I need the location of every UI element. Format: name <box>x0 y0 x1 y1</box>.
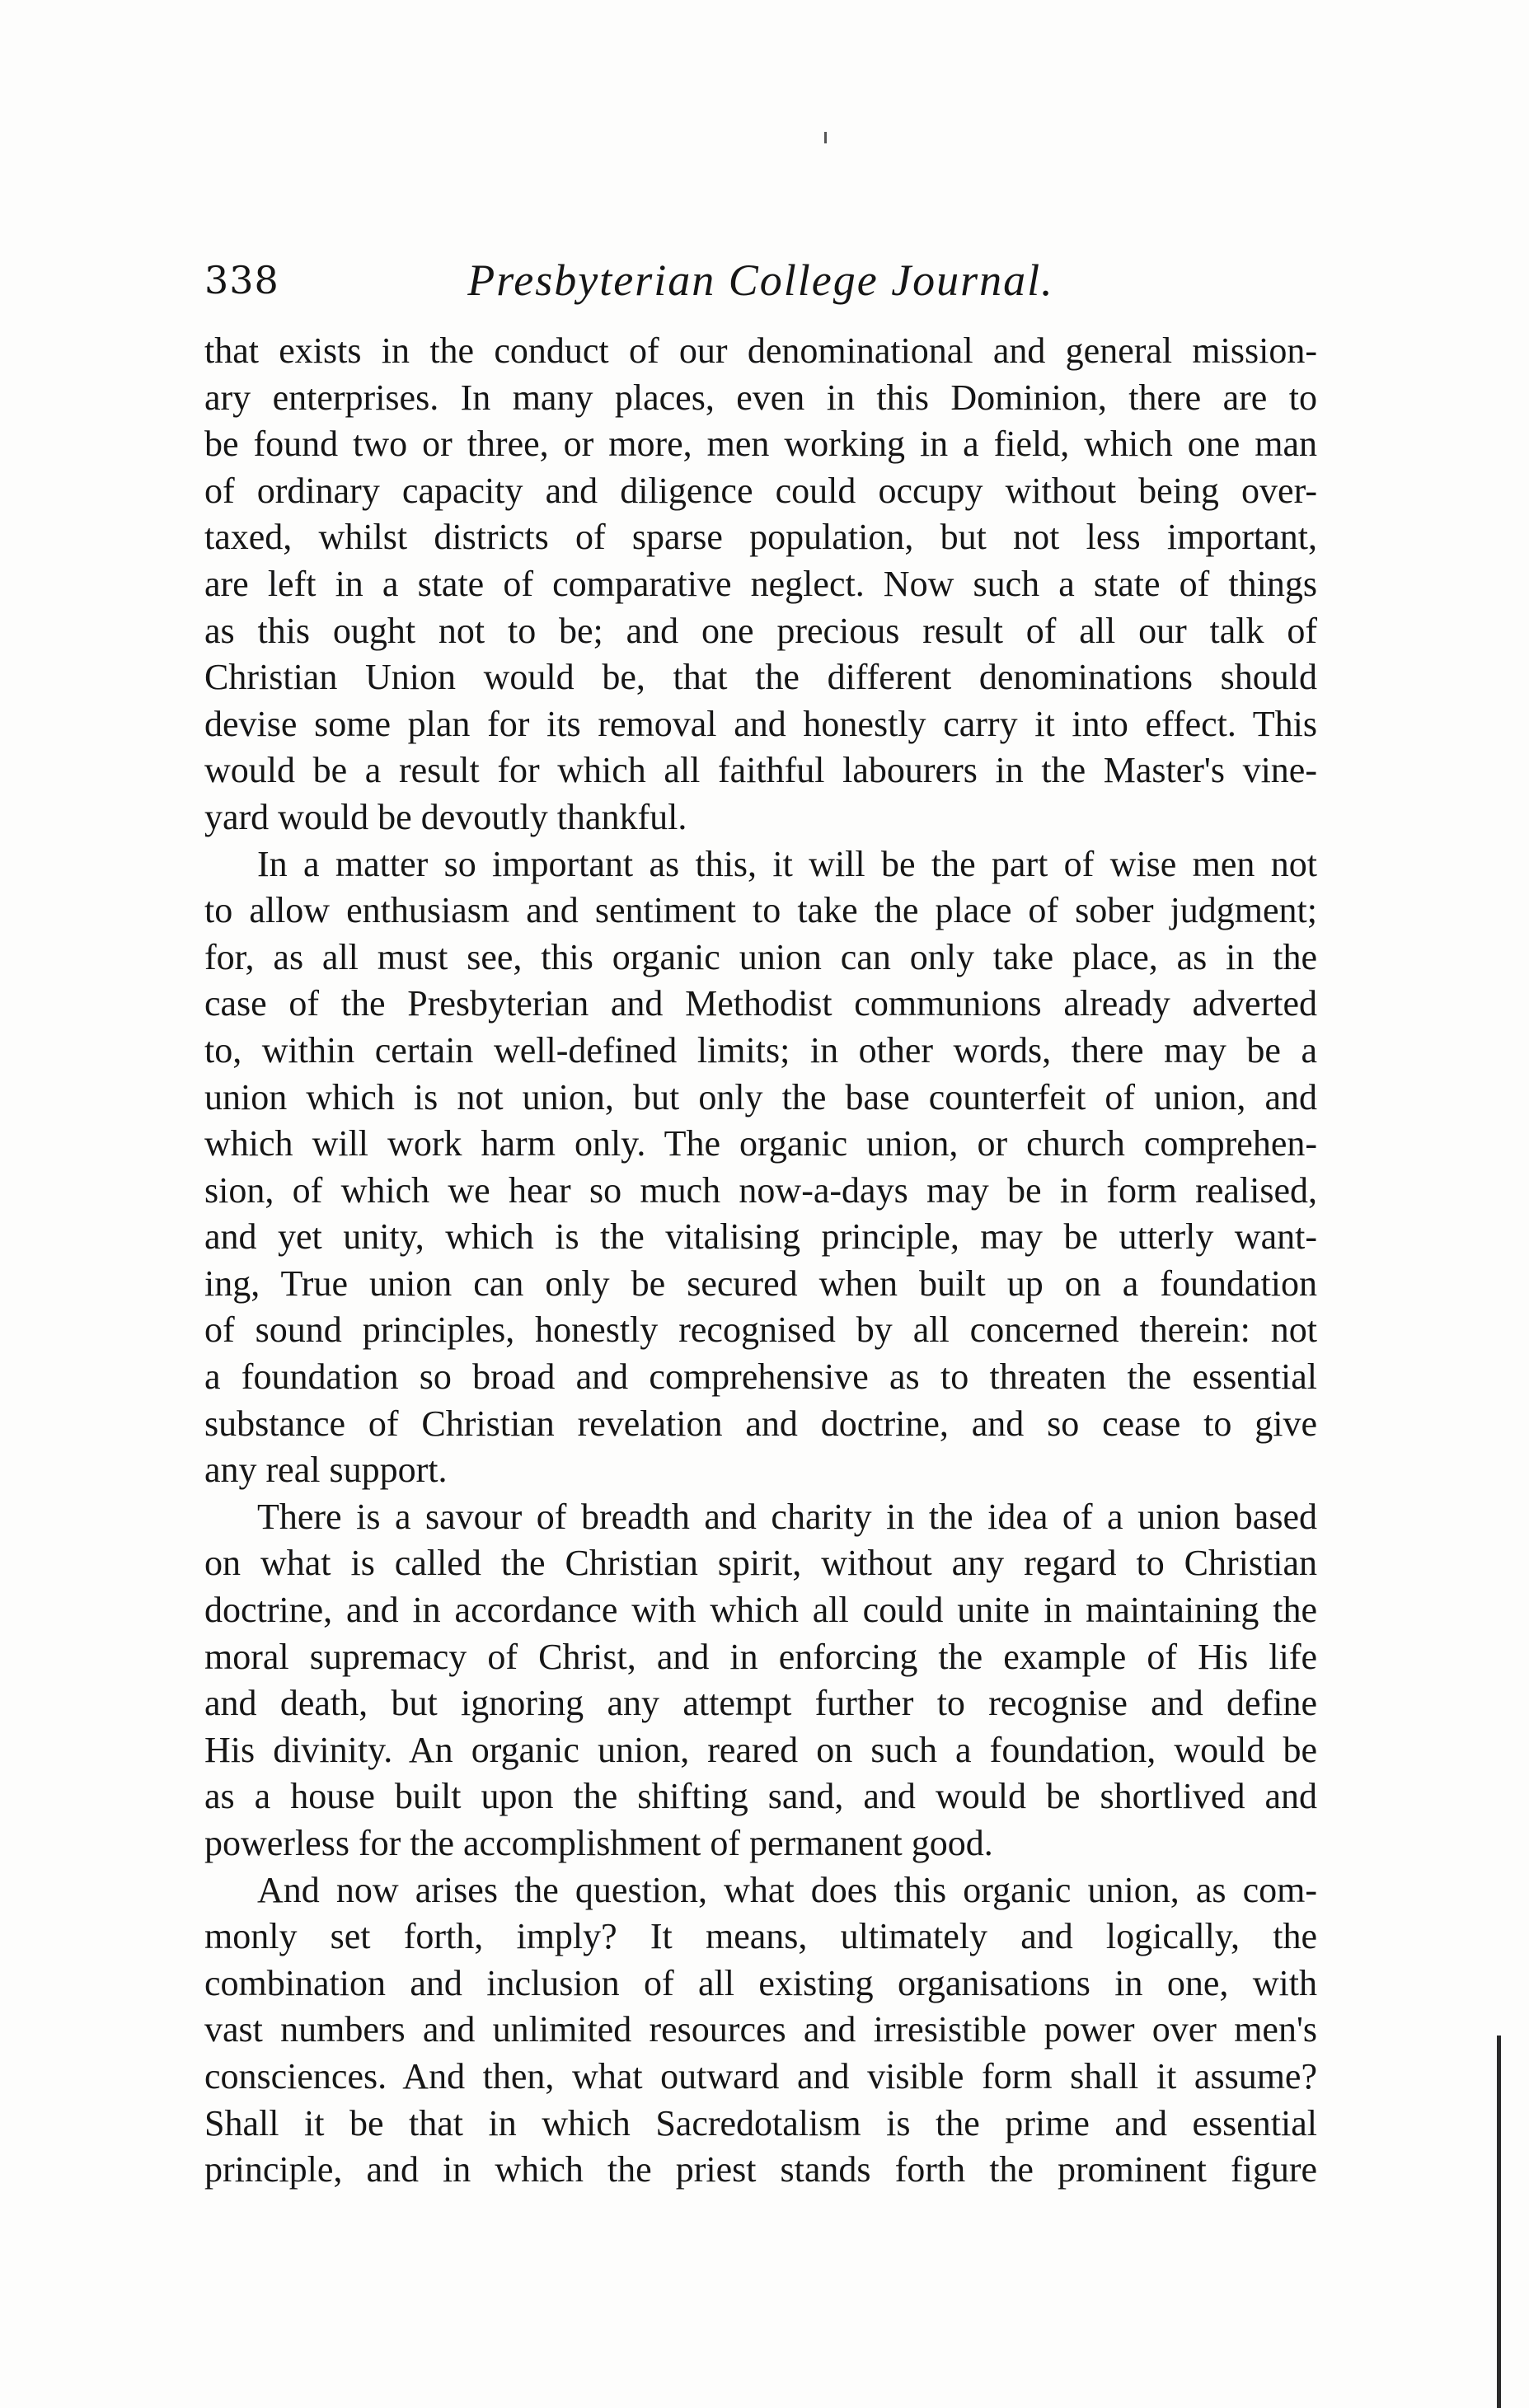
text-line: There is a savour of breadth and charity in the idea of a union based <box>257 1496 1317 1537</box>
page-header <box>204 247 1317 313</box>
text-line: powerless for the accomplishment of permanent good. <box>204 1823 993 1863</box>
text-line: case of the Presbyterian and Methodist communions already adverted <box>204 983 1317 1024</box>
text-line: combination and inclusion of all existing organisations in one, with <box>204 1962 1317 2003</box>
text-line: of ordinary capacity and diligence could occupy without being over- <box>204 470 1317 511</box>
text-line: to allow enthusiasm and sentiment to take the place of sober judgment; <box>204 890 1317 931</box>
text-line: a foundation so broad and comprehensive as to threaten the essential <box>204 1356 1317 1398</box>
page-edge-shadow <box>1497 2036 1501 2408</box>
body-text <box>204 328 1317 2194</box>
text-line: His divinity. An organic union, reared on such a foundation, would be <box>204 1729 1317 1770</box>
text-line: as this ought not to be; and one precious result of all our talk of <box>204 610 1317 651</box>
text-line: any real support. <box>204 1450 448 1491</box>
text-line: are left in a state of comparative neglect. Now such a state of things <box>204 563 1317 604</box>
text-line: on what is called the Christian spirit, without any regard to Christian <box>204 1543 1317 1584</box>
text-line: as a house built upon the shifting sand, and would be shortlived and <box>204 1776 1317 1817</box>
text-line: to, within certain well-defined limits; in other words, there may be a <box>204 1029 1317 1070</box>
running-title: Presbyterian College Journal. <box>467 255 1054 305</box>
text-line: for, as all must see, this organic union can only take place, as in the <box>204 936 1317 977</box>
text-line: principle, and in which the priest stands forth the prominent figure <box>204 2149 1317 2190</box>
text-line: and yet unity, which is the vitalising principle, may be utterly want- <box>204 1216 1317 1258</box>
text-line: union which is not union, but only the base counterfeit of union, and <box>204 1076 1317 1117</box>
text-line: Christian Union would be, that the different denominations should <box>204 657 1317 698</box>
text-line: moral supremacy of Christ, and in enforcing the example of His life <box>204 1636 1317 1677</box>
text-line: vast numbers and unlimited resources and irresistible power over men's <box>204 2009 1317 2050</box>
text-line: monly set forth, imply? It means, ultimately and logically, the <box>204 1916 1317 1957</box>
text-line: consciences. And then, what outward and visible form shall it assume? <box>204 2055 1317 2096</box>
text-line: Shall it be that in which Sacredotalism is the prime and essential <box>204 2102 1317 2143</box>
text-line: ary enterprises. In many places, even in this Dominion, there are to <box>204 377 1317 418</box>
margin-mark <box>824 132 827 143</box>
text-line: and death, but ignoring any attempt further to recognise and define <box>204 1683 1317 1724</box>
text-line: of sound principles, honestly recognised by all concerned therein: not <box>204 1309 1317 1351</box>
text-line: which will work harm only. The organic union, or church comprehen- <box>204 1123 1317 1164</box>
text-line: substance of Christian revelation and doctrine, and so cease to give <box>204 1403 1317 1444</box>
text-line: be found two or three, or more, men working in a field, which one man <box>204 424 1317 465</box>
text-line: would be a result for which all faithful labourers in the Master's vine- <box>204 750 1317 791</box>
page-number: 338 <box>204 258 279 302</box>
text-line: sion, of which we hear so much now-a-days may be in form realised, <box>204 1169 1317 1211</box>
text-line: And now arises the question, what does this organic union, as com- <box>257 1869 1317 1910</box>
text-line: yard would be devoutly thankful. <box>204 796 687 837</box>
text-line: taxed, whilst districts of sparse population, but not less important, <box>204 517 1317 558</box>
text-line: In a matter so important as this, it will be the part of wise men not <box>257 843 1317 884</box>
text-line: that exists in the conduct of our denominational and general mission- <box>204 330 1317 371</box>
text-line: devise some plan for its removal and honestly carry it into effect. This <box>204 703 1317 744</box>
text-line: ing, True union can only be secured when built up on a foundation <box>204 1263 1317 1304</box>
text-line: doctrine, and in accordance with which all could unite in maintaining the <box>204 1590 1317 1631</box>
